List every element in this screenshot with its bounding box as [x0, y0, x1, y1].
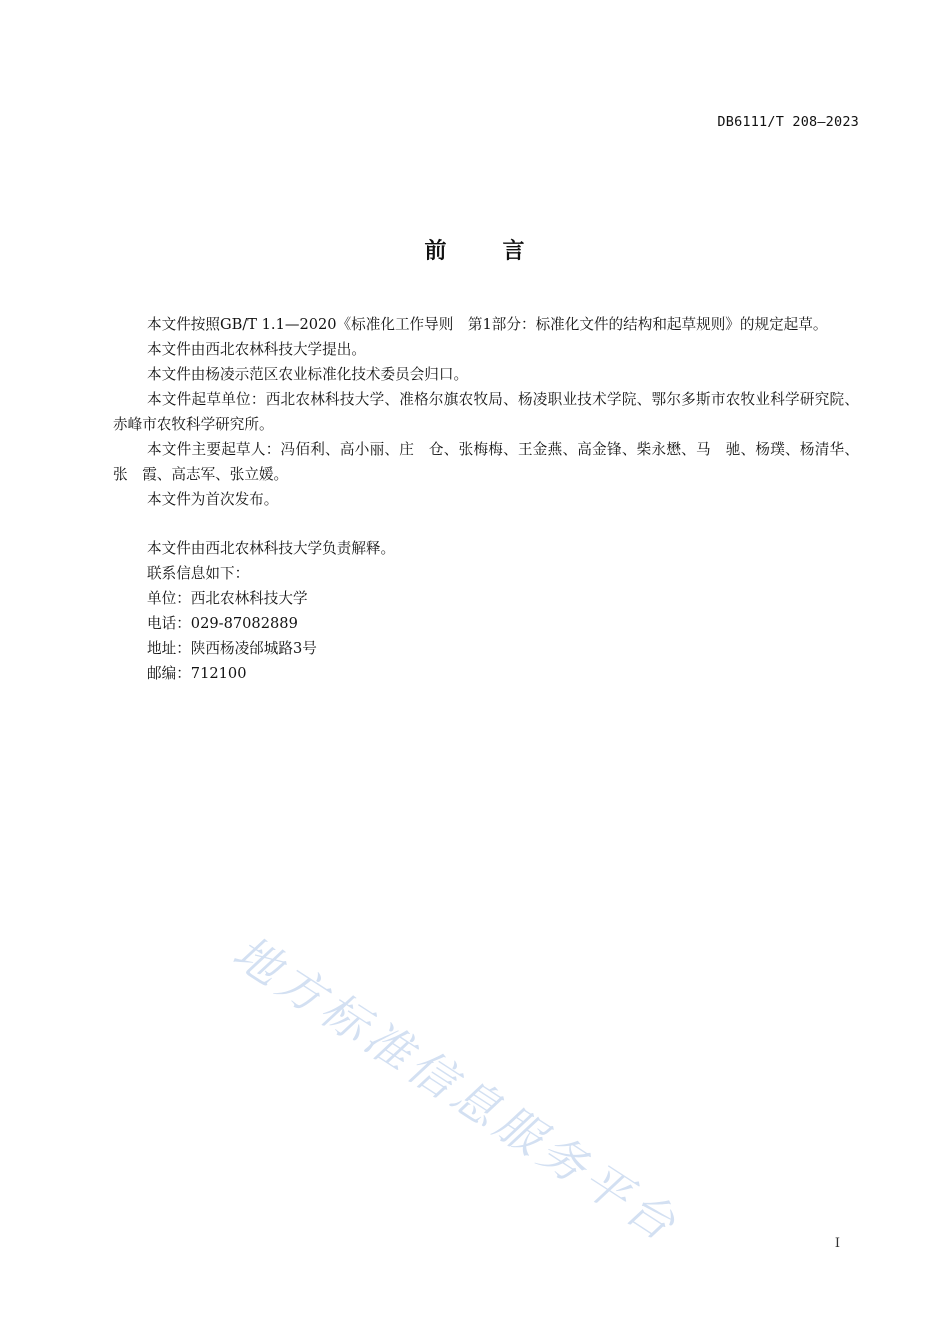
paragraph-proposer: 本文件由西北农林科技大学提出。	[147, 341, 366, 358]
page-number: I	[834, 1236, 840, 1251]
document-code: DB6111/T 208—2023	[717, 114, 859, 130]
foreword-body	[113, 312, 859, 686]
paragraph-drafting-rules: 本文件按照GB/T 1.1—2020《标准化工作导则 第1部分：标准化文件的结构和起草规则》的规定起草。	[147, 316, 828, 333]
contact-unit: 单位：西北农林科技大学	[147, 590, 308, 607]
contact-responsibility: 本文件由西北农林科技大学负责解释。	[147, 540, 396, 557]
contact-address: 地址：陕西杨凌邰城路3号	[147, 640, 317, 657]
contact-phone: 电话：029-87082889	[147, 615, 298, 632]
paragraph-drafters: 本文件主要起草人：冯佰利、高小丽、庄 仓、张梅梅、王金燕、高金锋、柴永懋、马 驰、杨璞、杨清华、张 霞、高志军、张立媛。	[113, 441, 859, 483]
paragraph-drafting-units: 本文件起草单位：西北农林科技大学、准格尔旗农牧局、杨凌职业技术学院、鄂尔多斯市农牧业科学研究院、赤峰市农牧科学研究所。	[113, 391, 859, 433]
watermark-text: 地方标准信息服务平台	[223, 924, 690, 1254]
paragraph-committee: 本文件由杨凌示范区农业标准化技术委员会归口。	[147, 366, 469, 383]
contact-postcode: 邮编：712100	[147, 665, 247, 682]
contact-intro: 联系信息如下：	[147, 565, 250, 582]
page-title: 前言	[424, 239, 581, 264]
paragraph-first-release: 本文件为首次发布。	[147, 491, 279, 508]
section-gap	[113, 512, 859, 536]
